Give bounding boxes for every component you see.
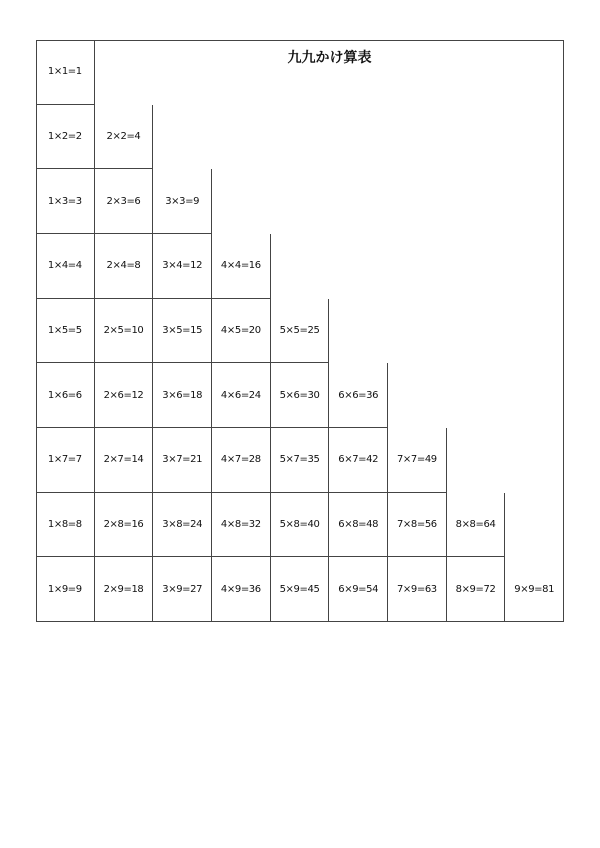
table-cell: 1×9=9: [36, 557, 95, 622]
table-cell: 3×8=24: [153, 493, 212, 558]
table-cell: 3×4=12: [153, 234, 212, 299]
table-cell: 1×1=1: [36, 40, 95, 105]
table-cell: 1×5=5: [36, 299, 95, 364]
table-cell: 5×7=35: [271, 428, 330, 493]
table-cell: 5×6=30: [271, 363, 330, 428]
table-cell: 1×7=7: [36, 428, 95, 493]
table-cell: 4×7=28: [212, 428, 271, 493]
table-cell: 4×6=24: [212, 363, 271, 428]
table-cell: 3×6=18: [153, 363, 212, 428]
table-cell: 8×9=72: [447, 557, 506, 622]
table-cell: 7×9=63: [388, 557, 447, 622]
table-cell: 1×3=3: [36, 169, 95, 234]
table-cell: 1×4=4: [36, 234, 95, 299]
table-cell: 9×9=81: [505, 557, 564, 622]
table-cell: 6×7=42: [329, 428, 388, 493]
table-cell: 6×9=54: [329, 557, 388, 622]
table-cell: 2×8=16: [95, 493, 154, 558]
table-cell: 3×9=27: [153, 557, 212, 622]
table-cell: 5×9=45: [271, 557, 330, 622]
table-cell: 2×4=8: [95, 234, 154, 299]
table-cell: 2×7=14: [95, 428, 154, 493]
table-cell: 5×8=40: [271, 493, 330, 558]
table-cell: 4×8=32: [212, 493, 271, 558]
table-cell: 1×6=6: [36, 363, 95, 428]
page-title: 九九かけ算表: [287, 50, 372, 66]
table-cell: 3×5=15: [153, 299, 212, 364]
table-cell: 2×6=12: [95, 363, 154, 428]
table-cell: 5×5=25: [271, 299, 330, 364]
table-cell: 1×8=8: [36, 493, 95, 558]
table-cell: 2×2=4: [95, 105, 154, 170]
table-cell: 7×8=56: [388, 493, 447, 558]
table-cell: 4×9=36: [212, 557, 271, 622]
table-cell: 4×4=16: [212, 234, 271, 299]
table-cell: 2×9=18: [95, 557, 154, 622]
table-cell: 3×7=21: [153, 428, 212, 493]
table-cell: 3×3=9: [153, 169, 212, 234]
table-cell: 2×5=10: [95, 299, 154, 364]
table-cell: 6×8=48: [329, 493, 388, 558]
table-cell: 7×7=49: [388, 428, 447, 493]
table-cell: 4×5=20: [212, 299, 271, 364]
table-cell: 2×3=6: [95, 169, 154, 234]
table-cell: 1×2=2: [36, 105, 95, 170]
table-cell: 6×6=36: [329, 363, 388, 428]
table-cell: 8×8=64: [447, 493, 506, 558]
